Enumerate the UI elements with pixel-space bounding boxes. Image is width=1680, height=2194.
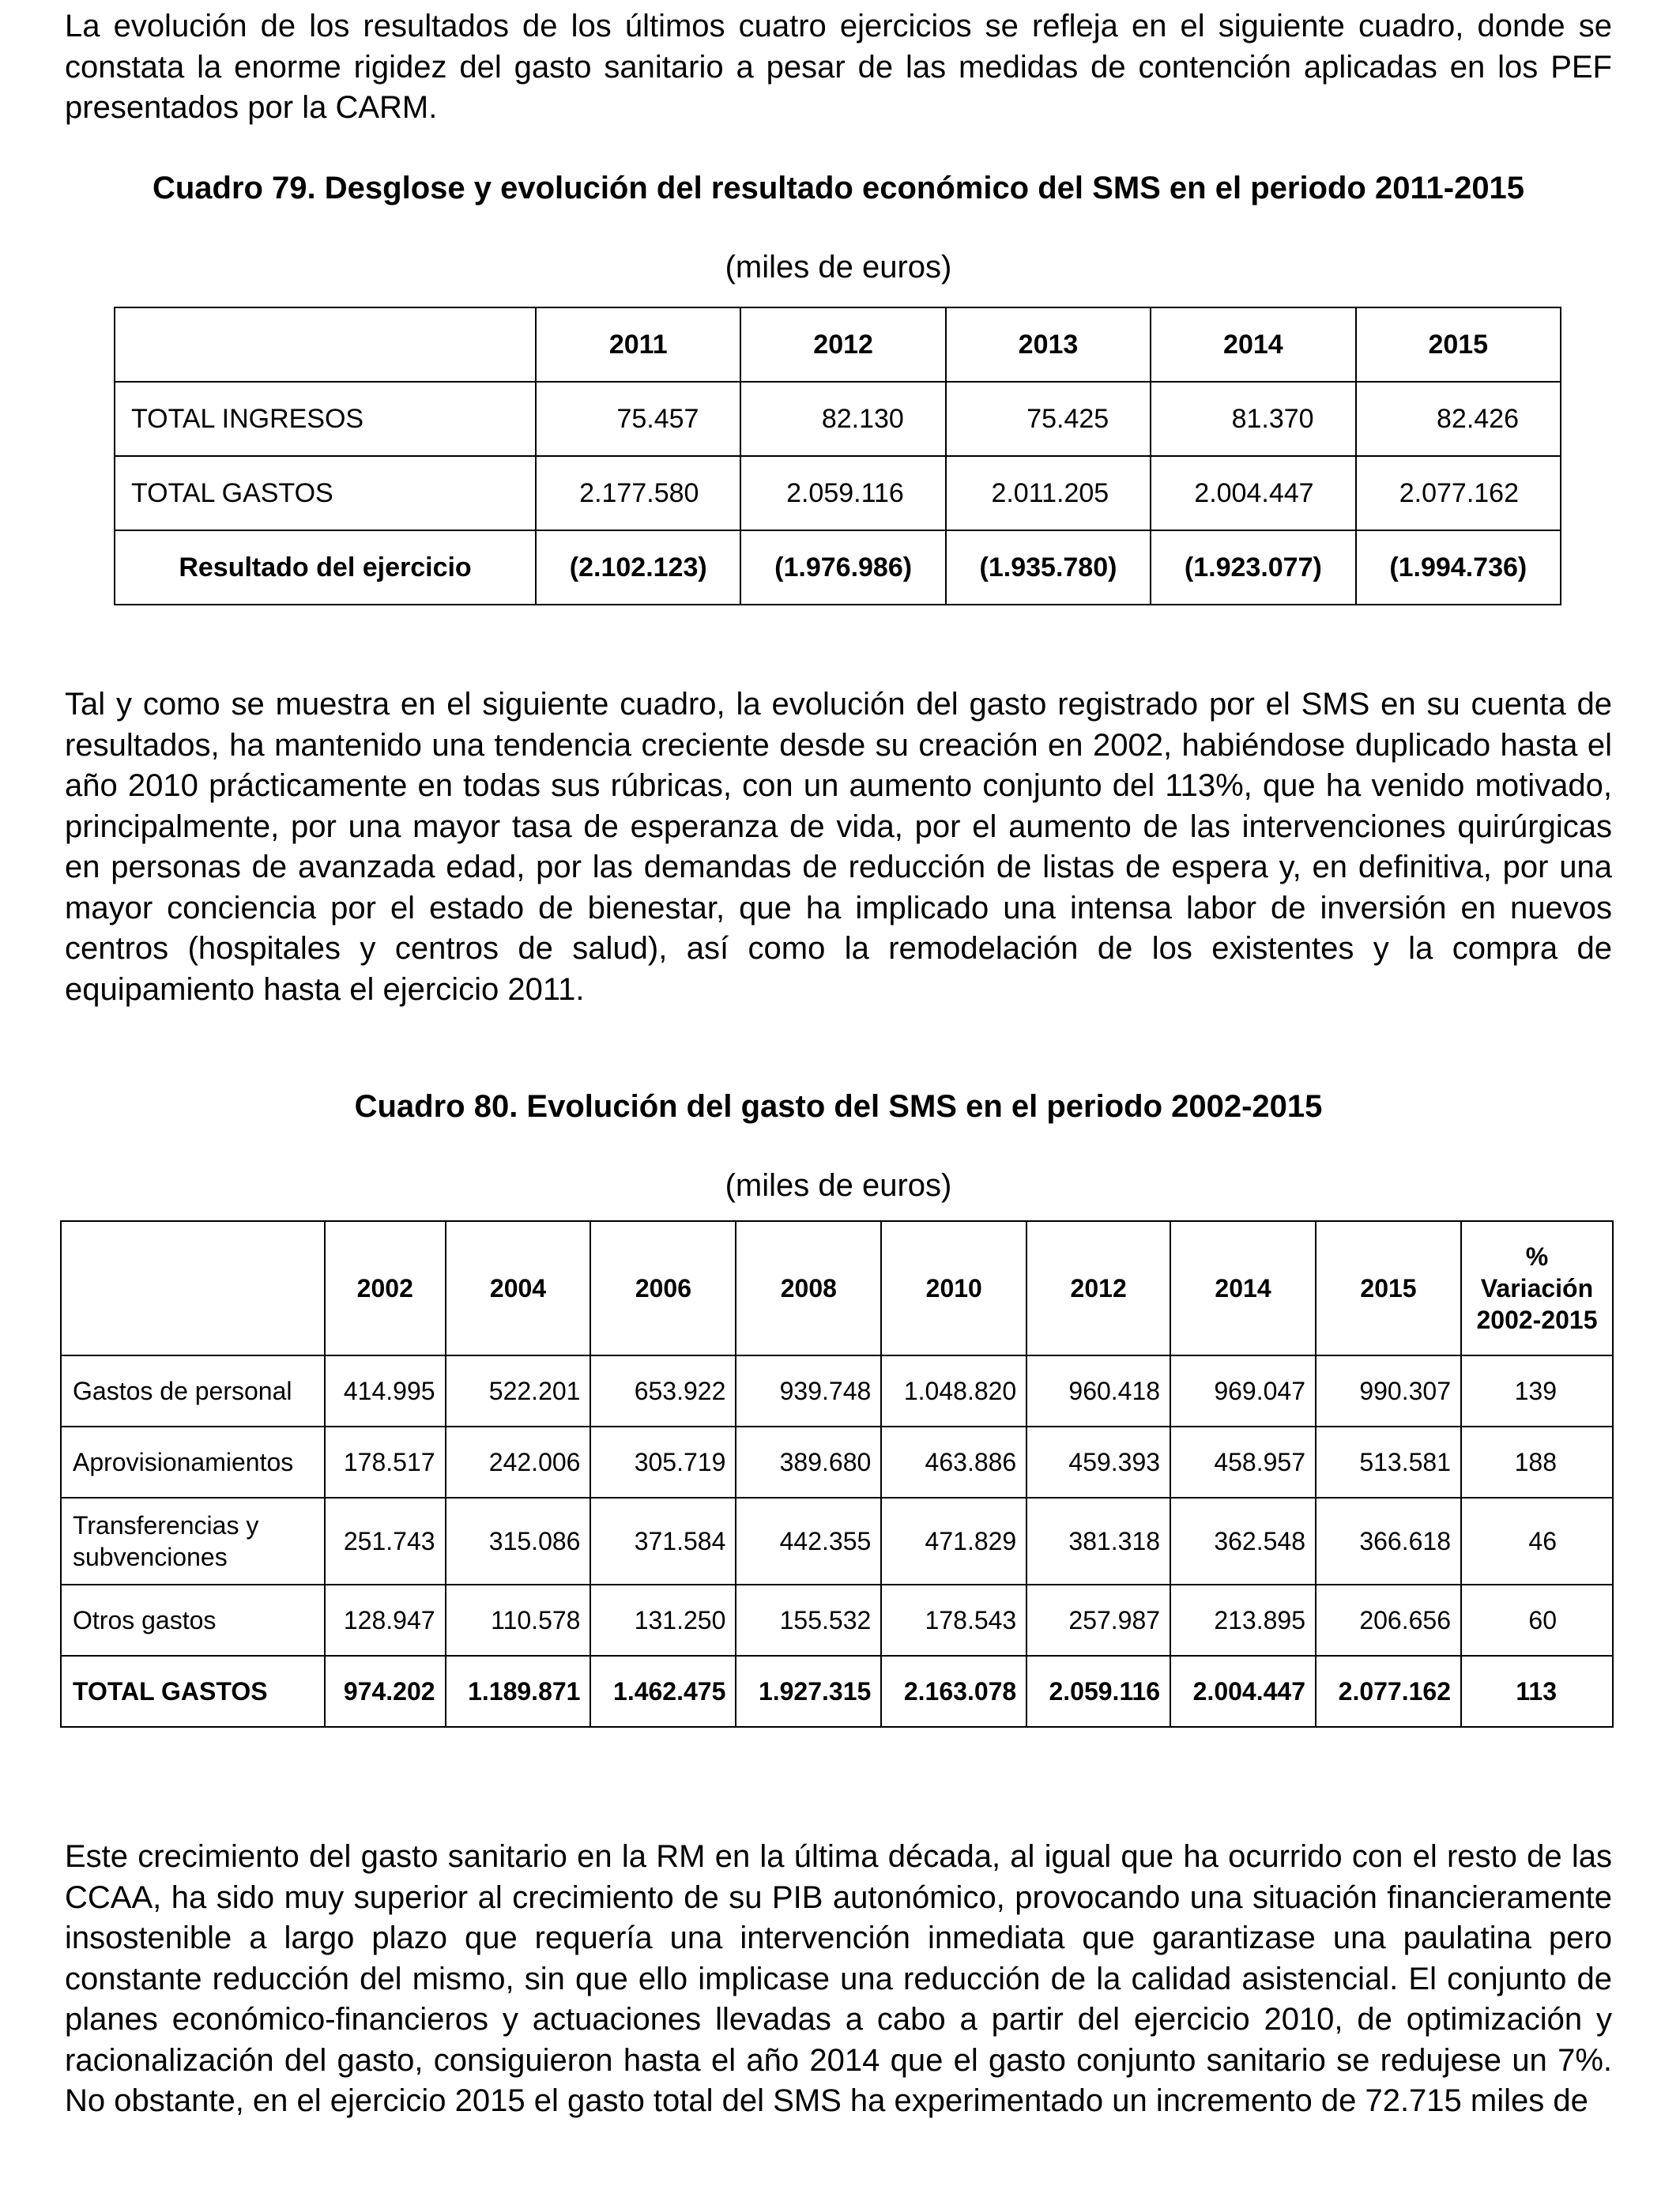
table80-header-cell: 2004 <box>446 1221 591 1355</box>
table-cell: 2.004.447 <box>1151 456 1355 530</box>
table79-header-cell: 2013 <box>946 307 1151 382</box>
table-cell: 362.548 <box>1170 1498 1316 1585</box>
table-cell: 75.457 <box>536 382 740 456</box>
table-cell: 939.748 <box>736 1355 881 1427</box>
row-label: TOTAL GASTOS <box>61 1656 325 1727</box>
table80-pct-header <box>1461 1221 1613 1355</box>
table-cell: 2.059.116 <box>1026 1656 1170 1727</box>
table-cell: 1.189.871 <box>446 1656 591 1727</box>
table-cell: 257.987 <box>1026 1585 1170 1656</box>
table80-units: (miles de euros) <box>725 1168 952 1203</box>
table-cell: 1.927.315 <box>736 1656 881 1727</box>
table-cell: 459.393 <box>1026 1427 1170 1498</box>
pct-header-line: 2002-2015 <box>1476 1306 1598 1334</box>
table-row <box>61 1585 1613 1656</box>
table-cell: 960.418 <box>1026 1355 1170 1427</box>
table-cell: 990.307 <box>1316 1355 1461 1427</box>
table-cell: 1.048.820 <box>881 1355 1026 1427</box>
table-row <box>61 1427 1613 1498</box>
table-cell: 414.995 <box>325 1355 446 1427</box>
table80-header-cell: 2012 <box>1026 1221 1170 1355</box>
table-cell: 2.077.162 <box>1356 456 1561 530</box>
table79 <box>114 307 1561 605</box>
row-label: Gastos de personal <box>61 1355 325 1427</box>
table-cell: 82.130 <box>740 382 945 456</box>
table-row <box>61 1355 1613 1427</box>
table-cell: (2.102.123) <box>536 530 740 605</box>
table-cell: 2.004.447 <box>1170 1656 1316 1727</box>
table-cell: 513.581 <box>1316 1427 1461 1498</box>
table-cell: 969.047 <box>1170 1355 1316 1427</box>
table-cell: 81.370 <box>1151 382 1355 456</box>
table80 <box>60 1220 1614 1728</box>
table-cell: 458.957 <box>1170 1427 1316 1498</box>
table80-header-cell: 2002 <box>325 1221 446 1355</box>
row-label: TOTAL INGRESOS <box>115 382 536 456</box>
pct-header-line: % <box>1525 1242 1549 1271</box>
table-cell: 178.517 <box>325 1427 446 1498</box>
table-cell: 110.578 <box>446 1585 591 1656</box>
table79-units: (miles de euros) <box>725 250 952 285</box>
table79-header-cell: 2011 <box>536 307 740 382</box>
pct-cell: 188 <box>1461 1427 1613 1498</box>
table-cell: 315.086 <box>446 1498 591 1585</box>
table-cell: 471.829 <box>881 1498 1026 1585</box>
row-label: Resultado del ejercicio <box>115 530 536 605</box>
row-label: TOTAL GASTOS <box>115 456 536 530</box>
table-cell: 389.680 <box>736 1427 881 1498</box>
table-cell: 371.584 <box>590 1498 736 1585</box>
table79-caption: Cuadro 79. Desglose y evolución del resultado económico del SMS en el periodo 2011-2015 <box>152 171 1525 205</box>
table80-header-cell: 2010 <box>881 1221 1026 1355</box>
table-cell: 131.250 <box>590 1585 736 1656</box>
table-cell: 242.006 <box>446 1427 591 1498</box>
table-cell: 251.743 <box>325 1498 446 1585</box>
table-cell: 2.059.116 <box>740 456 945 530</box>
table-cell: 381.318 <box>1026 1498 1170 1585</box>
pct-cell: 60 <box>1461 1585 1613 1656</box>
table-row <box>61 1498 1613 1585</box>
middle-paragraph: Tal y como se muestra en el siguiente cuadro, la evolución del gasto registrado por el SMS en su cuenta de resultados, ha mantenido una tendencia creciente desde su creación en 2002, habiéndose duplicado hasta el año 2010 prácticamente en todas sus rúbricas, con un aumento conjunto del 113%, que ha venido motivado, principalmente, por una mayor tasa de esperanza de vida, por el aumento de las intervenciones quirúrgicas en personas de avanzada edad, por las demandas de reducción de listas de espera y, en definitiva, por una mayor conciencia por el estado de bienestar, que ha implicado una intensa labor de inversión en nuevos centros (hospitales y centros de salud), así como la remodelación de los existentes y la compra de equipamiento hasta el ejercicio 2011. <box>65 687 1612 1007</box>
closing-paragraph: Este crecimiento del gasto sanitario en la RM en la última década, al igual que ha ocurrido con el resto de las CCAA, ha sido muy superior al crecimiento de su PIB autonómico, provocando una situación financieramente insostenible a largo plazo que requería una intervención inmediata que garantizase una paulatina pero constante reducción del mismo, sin que ello implicase una reducción de la calidad asistencial. El conjunto de planes económico-financieros y actuaciones llevadas a cabo a partir del ejercicio 2010, de optimización y racionalización del gasto, consiguieron hasta el año 2014 que el gasto conjunto sanitario se redujese un 7%. No obstante, en el ejercicio 2015 el gasto total del SMS ha experimentado un incremento de 72.715 miles de <box>65 1839 1612 2118</box>
table-row <box>61 1656 1613 1727</box>
row-label: Aprovisionamientos <box>61 1427 325 1498</box>
table-cell: 463.886 <box>881 1427 1026 1498</box>
intro-paragraph: La evolución de los resultados de los últimos cuatro ejercicios se refleja en el siguiente cuadro, donde se constata la enorme rigidez del gasto sanitario a pesar de las medidas de contención aplicadas en los PEF presentados por la CARM. <box>65 9 1612 125</box>
table-cell: 2.163.078 <box>881 1656 1026 1727</box>
pct-header-line: Variación <box>1480 1274 1594 1302</box>
pct-cell: 139 <box>1461 1355 1613 1427</box>
pct-cell: 46 <box>1461 1498 1613 1585</box>
table-cell: 974.202 <box>325 1656 446 1727</box>
table-cell: 653.922 <box>590 1355 736 1427</box>
table80-header-cell: 2006 <box>590 1221 736 1355</box>
table-cell: (1.923.077) <box>1151 530 1355 605</box>
table-cell: 366.618 <box>1316 1498 1461 1585</box>
table-cell: 82.426 <box>1356 382 1561 456</box>
table-cell: 2.177.580 <box>536 456 740 530</box>
table-cell: 1.462.475 <box>590 1656 736 1727</box>
table-cell: 442.355 <box>736 1498 881 1585</box>
table80-caption: Cuadro 80. Evolución del gasto del SMS en el periodo 2002-2015 <box>354 1089 1323 1124</box>
table-cell: (1.994.736) <box>1356 530 1561 605</box>
table-row <box>115 456 1561 530</box>
table79-header-row <box>115 307 1561 382</box>
table-cell: 522.201 <box>446 1355 591 1427</box>
table80-header-cell: 2015 <box>1316 1221 1461 1355</box>
table80-header-cell <box>61 1221 325 1355</box>
table79-header-cell: 2015 <box>1356 307 1561 382</box>
table-cell: 2.077.162 <box>1316 1656 1461 1727</box>
table-cell: 305.719 <box>590 1427 736 1498</box>
table-cell: (1.976.986) <box>740 530 945 605</box>
table-cell: 178.543 <box>881 1585 1026 1656</box>
table79-header-cell: 2014 <box>1151 307 1355 382</box>
table-cell: 2.011.205 <box>946 456 1151 530</box>
pct-cell: 113 <box>1461 1656 1613 1727</box>
table80-header-cell: 2014 <box>1170 1221 1316 1355</box>
table-row <box>115 382 1561 456</box>
table79-header-cell: 2012 <box>740 307 945 382</box>
table79-header-cell <box>115 307 536 382</box>
row-label: Transferencias y subvenciones <box>61 1498 325 1585</box>
table-row <box>115 530 1561 605</box>
row-label: Otros gastos <box>61 1585 325 1656</box>
table-cell: 213.895 <box>1170 1585 1316 1656</box>
table-cell: 128.947 <box>325 1585 446 1656</box>
table-cell: 155.532 <box>736 1585 881 1656</box>
table80-header-row <box>61 1221 1613 1355</box>
table-cell: (1.935.780) <box>946 530 1151 605</box>
table80-header-cell: 2008 <box>736 1221 881 1355</box>
table-cell: 206.656 <box>1316 1585 1461 1656</box>
table-cell: 75.425 <box>946 382 1151 456</box>
